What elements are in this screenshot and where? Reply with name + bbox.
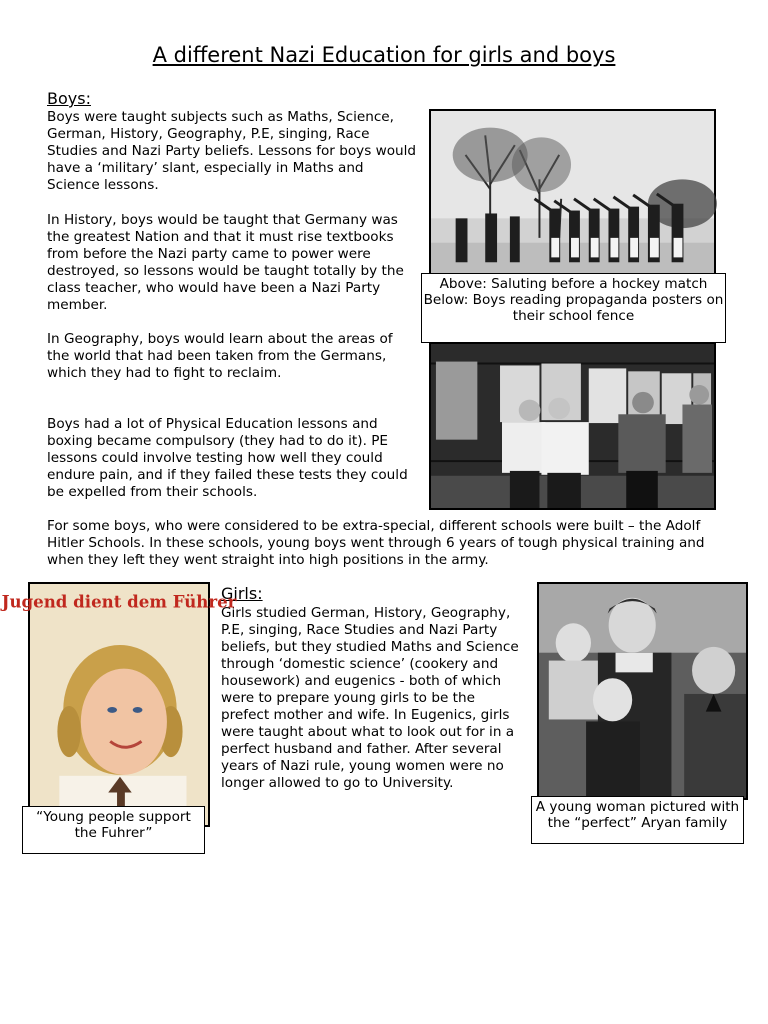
poster-caption: “Young people support the Fuhrer”: [22, 806, 205, 854]
poster-banner-text: Jugend dient dem Führer: [1, 591, 237, 612]
boys-paragraph-geography: In Geography, boys would learn about the areas of the world that had been taken from the Germans, which they had to fight to reclaim.: [47, 331, 393, 381]
youth-poster-image: [1, 582, 237, 827]
girls-heading: Girls:: [221, 584, 263, 603]
propaganda-posters-photo: [429, 342, 716, 510]
page-title: A different Nazi Education for girls and boys: [152, 43, 616, 67]
boys-photo-caption: [421, 273, 726, 343]
boys-paragraph-subjects: Boys were taught subjects such as Maths, Science, German, History, Geography, P.E, singing, Race Studies and Nazi Party beliefs. Lessons for boys would have a ‘military’ slant, especially in Maths and Science lessons.: [47, 109, 417, 193]
salute-hockey-photo: [429, 109, 716, 275]
caption-line-above: Above: Saluting before a hockey match: [439, 276, 708, 292]
boys-paragraph-pe: Boys had a lot of Physical Education lessons and boxing became compulsory (they had to do it). PE lessons could involve testing how well they could endure pain, and if they failed these tests they could be expelled from their schools.: [47, 416, 408, 500]
caption-line-below: Below: Boys reading propaganda posters on their school fence: [423, 292, 724, 324]
aryan-family-photo: [537, 582, 748, 800]
family-photo-caption: A young woman pictured with the “perfect” Aryan family: [531, 796, 744, 844]
boys-heading: Boys:: [47, 89, 91, 108]
boys-paragraph-history: In History, boys would be taught that Germany was the greatest Nation and that it must rise textbooks from before the Nazi party came to power were destroyed, so lessons would be taught totally by the class teacher, who would have been a Nazi Party member.: [47, 212, 404, 313]
girls-paragraph: Girls studied German, History, Geography, P.E, singing, Race Studies and Nazi Party beliefs, but they studied Maths and Science through ‘domestic science’ (cookery and housework) and eugenics - both of which were to prepare young girls to be the prefect mother and wife. In Eugenics, girls were taught about what to look out for in a perfect husband and father. After several years of Nazi rule, young women were no longer allowed to go to University.: [221, 605, 519, 791]
boys-paragraph-adolf-hitler-schools: For some boys, who were considered to be extra-special, different schools were built – the Adolf Hitler Schools. In these schools, young boys went through 6 years of tough physical training and when they left they went straight into high positions in the army.: [47, 518, 705, 568]
